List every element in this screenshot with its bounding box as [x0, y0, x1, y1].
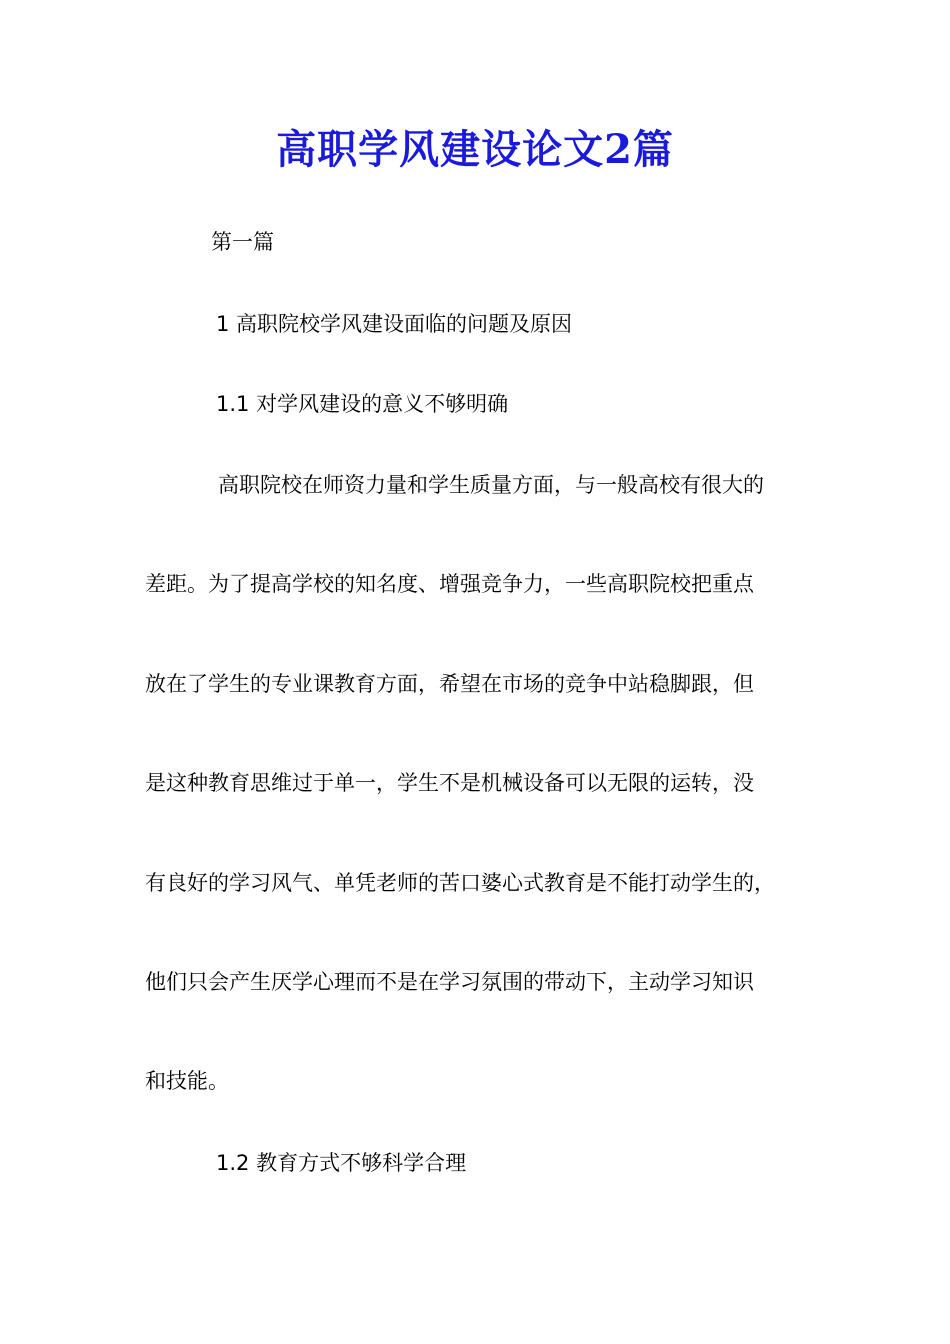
paragraph-line: 有良好的学习风气、单凭老师的苦口婆心式教育是不能打动学生的，	[145, 871, 775, 895]
paragraph-line: 差距。为了提高学校的知名度、增强竞争力，一些高职院校把重点	[145, 572, 754, 596]
document-title: 高职学风建设论文2篇	[276, 126, 674, 173]
heading-1-1: 1.1 对学风建设的意义不够明确	[216, 392, 509, 416]
section-label: 第一篇	[211, 230, 274, 254]
paragraph-line: 他们只会产生厌学心理而不是在学习氛围的带动下，主动学习知识	[145, 970, 754, 994]
paragraph-line: 和技能。	[145, 1069, 229, 1093]
heading-1-2: 1.2 教育方式不够科学合理	[216, 1151, 467, 1175]
paragraph-line: 是这种教育思维过于单一，学生不是机械设备可以无限的运转，没	[145, 771, 754, 795]
paragraph-line: 高职院校在师资力量和学生质量方面，与一般高校有很大的	[218, 473, 764, 497]
heading-1: 1 高职院校学风建设面临的问题及原因	[216, 312, 573, 336]
paragraph-line: 放在了学生的专业课教育方面，希望在市场的竞争中站稳脚跟，但	[145, 672, 754, 696]
